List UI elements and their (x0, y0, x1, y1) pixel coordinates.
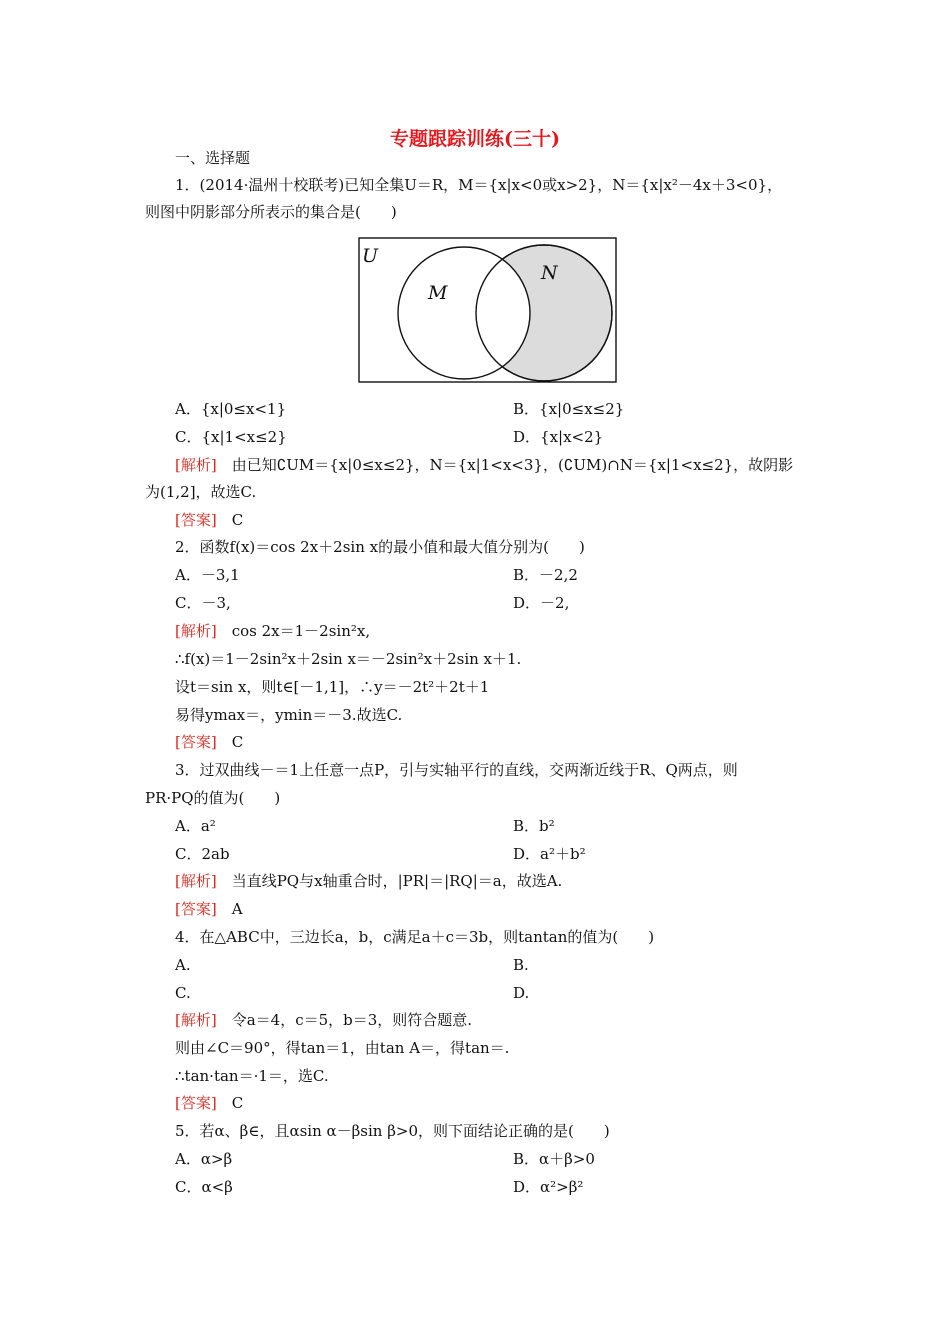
label-n: N (541, 262, 558, 284)
answer-tag: [答案] (175, 1094, 217, 1112)
q2-option-a: A．－3,1 (175, 566, 240, 584)
answer-tag: [答案] (175, 511, 217, 529)
q5-option-d: D．α²>β² (513, 1178, 584, 1196)
q1-analysis-line1 (175, 454, 793, 476)
q4-option-b: B. (513, 956, 529, 974)
q3-analysis-line1 (175, 870, 562, 892)
q3-answer-value: A (216, 900, 243, 918)
section-heading: 一、选择题 (175, 149, 251, 167)
q1-option-c: C．{x|1<x≤2} (175, 428, 287, 446)
q5-option-c: C．α<β (175, 1178, 233, 1196)
q1-stem-line2: 则图中阴影部分所表示的集合是( ) (145, 203, 397, 221)
q3-analysis-text: 当直线PQ与x轴重合时，|PR|＝|RQ|＝a，故选A. (216, 872, 563, 890)
q4-option-c: C. (175, 984, 191, 1002)
q5-option-a: A．α>β (175, 1150, 233, 1168)
analysis-tag: [解析] (175, 872, 217, 890)
label-m: M (428, 282, 448, 304)
q1-option-a: A．{x|0≤x<1} (175, 400, 287, 418)
analysis-tag: [解析] (175, 456, 217, 474)
venn-diagram (358, 237, 618, 385)
q4-stem: 4．在△ABC中，三边长a，b，c满足a＋c＝3b，则tantan的值为( ) (175, 928, 655, 946)
label-u: U (362, 245, 379, 267)
q1-analysis-text: 由已知∁UM＝{x|0≤x≤2}，N＝{x|1<x<3}，(∁UM)∩N＝{x|1<x≤2}，故阴影 (216, 456, 794, 474)
q2-stem: 2．函数f(x)＝cos 2x＋2sin x的最小值和最大值分别为( ) (175, 538, 585, 556)
q4-option-d: D. (513, 984, 530, 1002)
q2-analysis-text: cos 2x＝1－2sin²x, (216, 622, 371, 640)
q1-stem-line1: 1．(2014·温州十校联考)已知全集U＝R，M＝{x|x<0或x>2}，N＝{x|x²－4x＋3<0}， (175, 176, 783, 194)
q4-analysis-line3: ∴tan·tan＝·1＝，选C. (175, 1067, 329, 1085)
analysis-tag: [解析] (175, 1011, 217, 1029)
q3-option-b: B．b² (513, 817, 555, 835)
q2-analysis-line4: 易得ymax＝，ymin＝－3.故选C. (175, 706, 403, 724)
q1-answer-value: C (216, 511, 244, 529)
q3-stem-line2: PR·PQ的值为( ) (145, 789, 281, 807)
q1-analysis-line2: 为(1,2]，故选C. (145, 483, 257, 501)
q3-option-d: D．a²＋b² (513, 845, 586, 863)
q5-option-b: B．α＋β>0 (513, 1150, 595, 1168)
answer-tag: [答案] (175, 733, 217, 751)
q3-option-c: C．2ab (175, 845, 230, 863)
answer-tag: [答案] (175, 900, 217, 918)
q4-answer-value: C (216, 1094, 244, 1112)
q4-option-a: A. (175, 956, 191, 974)
q1-option-d: D．{x|x<2} (513, 428, 604, 446)
q4-answer (175, 1092, 243, 1114)
q2-option-c: C．－3, (175, 594, 231, 612)
analysis-tag: [解析] (175, 622, 217, 640)
q2-analysis-line3: 设t＝sin x，则t∈[－1,1]，∴y＝－2t²＋2t＋1 (175, 678, 490, 696)
q2-analysis-line1 (175, 620, 370, 642)
q4-analysis-text: 令a＝4，c＝5，b＝3，则符合题意. (216, 1011, 473, 1029)
set-m-circle (398, 247, 530, 379)
q2-answer (175, 731, 243, 753)
q2-analysis-line2: ∴f(x)＝1－2sin²x＋2sin x＝－2sin²x＋2sin x＋1. (175, 650, 522, 668)
q3-stem-line1: 3．过双曲线－＝1上任意一点P，引与实轴平行的直线，交两渐近线于R、Q两点，则 (175, 761, 738, 779)
q2-option-b: B．－2,2 (513, 566, 578, 584)
q1-answer (175, 509, 243, 531)
q4-analysis-line2: 则由∠C＝90°，得tan＝1，由tan A＝，得tan＝. (175, 1039, 510, 1057)
q2-option-d: D．－2, (513, 594, 570, 612)
q3-option-a: A．a² (175, 817, 216, 835)
page-title: 专题跟踪训练(三十) (390, 128, 560, 150)
q3-answer (175, 898, 243, 920)
q4-analysis-line1 (175, 1009, 472, 1031)
q1-option-b: B．{x|0≤x≤2} (513, 400, 625, 418)
q2-answer-value: C (216, 733, 244, 751)
q5-stem: 5．若α、β∈，且αsin α－βsin β>0，则下面结论正确的是( ) (175, 1122, 610, 1140)
